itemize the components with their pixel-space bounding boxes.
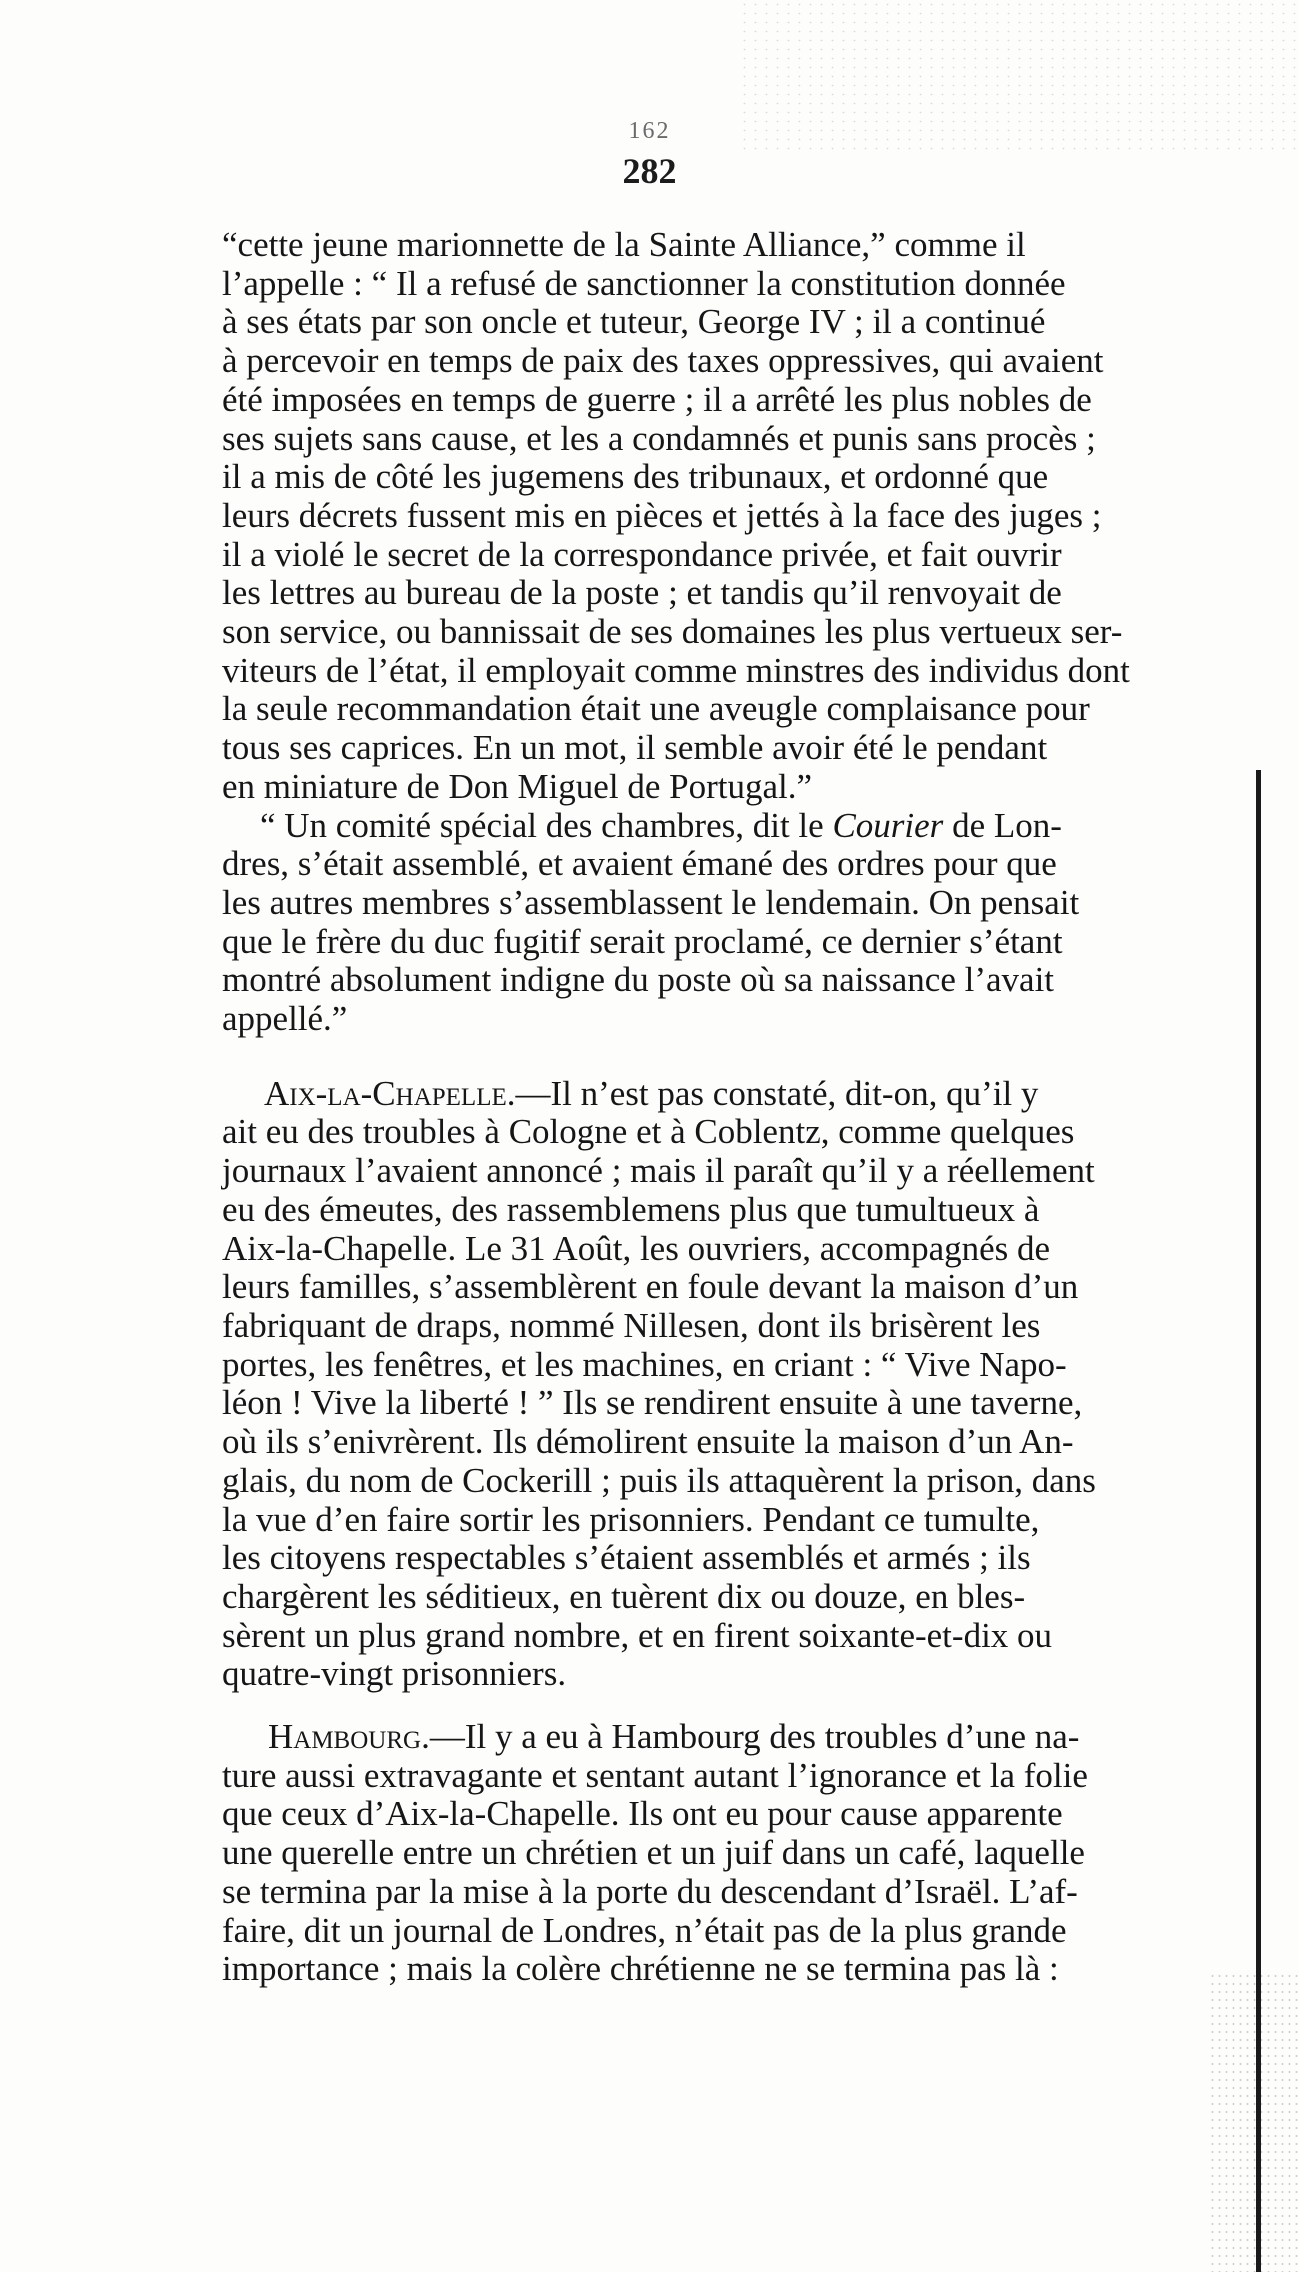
text-line: chargèrent les séditieux, en tuèrent dix ou douze, en bles-: [222, 1576, 1026, 1616]
text-line: quatre-vingt prisonniers.: [222, 1654, 567, 1694]
text-line: glais, du nom de Cockerill ; puis ils attaquèrent la prison, dans: [222, 1460, 1096, 1500]
text-line: ait eu des troubles à Cologne et à Coblentz, comme quelques: [222, 1112, 1075, 1152]
paragraph-gap: [222, 1694, 1272, 1718]
text-line: sèrent un plus grand nombre, et en firent soixante-et-dix ou: [222, 1615, 1053, 1655]
text-line: les autres membres s’assemblassent le lendemain. On pensait: [222, 882, 1080, 922]
paragraph-aix: [222, 1075, 1272, 1694]
text-line: portes, les fenêtres, et les machines, en criant : “ Vive Napo-: [222, 1344, 1067, 1384]
text-line: [222, 1718, 1272, 1757]
text-line: à ses états par son oncle et tuteur, George IV ; il a continué: [222, 302, 1046, 342]
text-line: faire, dit un journal de Londres, n’était pas de la plus grande: [222, 1910, 1067, 1950]
page-number: 282: [622, 151, 677, 191]
paragraph-hambourg: [222, 1718, 1272, 1989]
text-line: [222, 1075, 1272, 1114]
text-line: fabriquant de draps, nommé Nillesen, dont ils brisèrent les: [222, 1305, 1041, 1345]
text-run: —Il y a eu à Hambourg des troubles d’une na-: [429, 1717, 1080, 1757]
text-line: “cette jeune marionnette de la Sainte Alliance,” comme il: [222, 225, 1026, 264]
faint-page-number: 162: [628, 118, 671, 144]
text-line: léon ! Vive la liberté ! ” Ils se rendirent ensuite à une taverne,: [222, 1383, 1083, 1423]
text-line: il a mis de côté les jugemens des tribunaux, et ordonné que: [222, 457, 1049, 497]
page-body: [222, 226, 1272, 1989]
text-line: les lettres au bureau de la poste ; et tandis qu’il renvoyait de: [222, 573, 1062, 613]
text-line: à percevoir en temps de paix des taxes oppressives, qui avaient: [222, 341, 1104, 381]
text-line: que le frère du duc fugitif serait proclamé, ce dernier s’étant: [222, 921, 1063, 961]
text-run: “ Un comité spécial des chambres, dit le: [260, 805, 833, 845]
text-line: [222, 807, 1272, 846]
text-line: leurs décrets fussent mis en pièces et jettés à la face des juges ;: [222, 495, 1102, 535]
text-line: montré absolument indigne du poste où sa naissance l’avait: [222, 960, 1055, 1000]
text-run: —Il n’est pas constaté, dit-on, qu’il y: [515, 1073, 1039, 1113]
text-line: tous ses caprices. En un mot, il semble avoir été le pendant: [222, 728, 1048, 768]
text-line: dres, s’était assemblé, et avaient émané des ordres pour que: [222, 844, 1057, 884]
text-line: la vue d’en faire sortir les prisonniers. Pendant ce tumulte,: [222, 1499, 1040, 1539]
scan-noise: [1209, 1972, 1299, 2272]
text-line: une querelle entre un chrétien et un juif dans un café, laquelle: [222, 1833, 1085, 1873]
section-heading: Aix-la-Chapelle.: [264, 1073, 516, 1113]
text-line: en miniature de Don Miguel de Portugal.”: [222, 766, 812, 806]
text-line: appellé.”: [222, 999, 348, 1039]
text-line: la seule recommandation était une aveugle complaisance pour: [222, 689, 1090, 729]
text-line: viteurs de l’état, il employait comme minstres des individus dont: [222, 650, 1130, 690]
text-line: ture aussi extravagante et sentant autant l’ignorance et la folie: [222, 1755, 1088, 1795]
text-line: journaux l’avaient annoncé ; mais il paraît qu’il y a réellement: [222, 1151, 1095, 1191]
paragraph-gap: [222, 1039, 1272, 1075]
text-line: ses sujets sans cause, et les a condamnés et punis sans procès ;: [222, 418, 1096, 458]
text-line: Aix-la-Chapelle. Le 31 Août, les ouvriers, accompagnés de: [222, 1228, 1051, 1268]
text-line: leurs familles, s’assemblèrent en foule devant la maison d’un: [222, 1267, 1079, 1307]
text-line: il a violé le secret de la correspondance privée, et fait ouvrir: [222, 534, 1062, 574]
text-line: se termina par la mise à la porte du descendant d’Israël. L’af-: [222, 1871, 1078, 1911]
text-line: son service, ou bannissait de ses domaines les plus vertueux ser-: [222, 612, 1123, 652]
section-heading: Hambourg.: [268, 1717, 430, 1757]
newspaper-title: Courier: [832, 805, 944, 845]
text-line: été imposées en temps de guerre ; il a arrêté les plus nobles de: [222, 379, 1092, 419]
text-run: de Lon-: [943, 805, 1062, 845]
paragraph-charles: [222, 226, 1272, 807]
text-line: l’appelle : “ Il a refusé de sanctionner la constitution donnée: [222, 263, 1066, 303]
text-line: eu des émeutes, des rassemblemens plus que tumultueux à: [222, 1189, 1040, 1229]
paragraph-comite: [222, 807, 1272, 1039]
text-line: où ils s’enivrèrent. Ils démolirent ensuite la maison d’un An-: [222, 1422, 1074, 1462]
text-line: importance ; mais la colère chrétienne ne se termina pas là :: [222, 1949, 1059, 1989]
text-line: les citoyens respectables s’étaient assemblés et armés ; ils: [222, 1538, 1031, 1578]
text-line: que ceux d’Aix-la-Chapelle. Ils ont eu pour cause apparente: [222, 1794, 1063, 1834]
